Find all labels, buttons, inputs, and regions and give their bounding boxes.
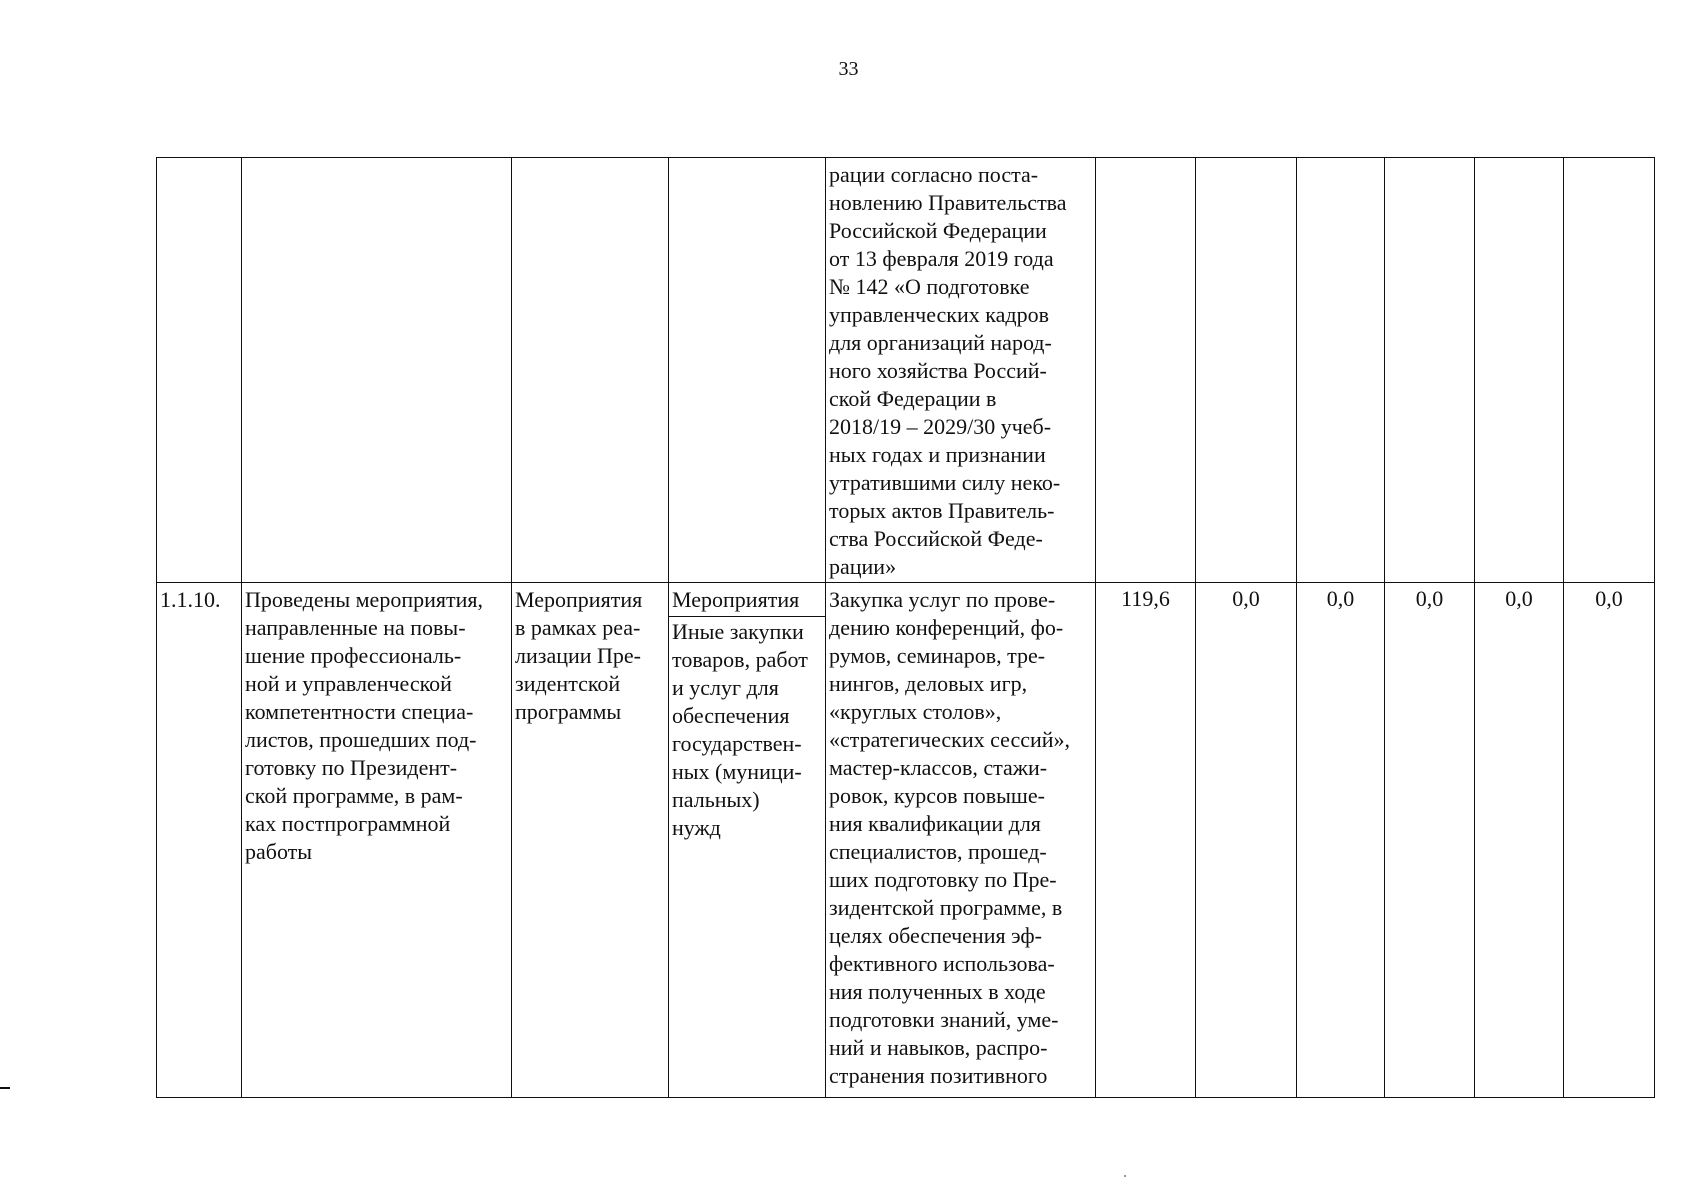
cell-description: Закупка услуг по прове- дению конференций, фо- румов, семинаров, тре- нингов, деловых игр, «круглых столов», «стратегических сессий», мастер-классов, стажи- ровок, курсов повыше- ния квалификации для специалистов, прошед- ших подготовку по Пре- зидентской программе, в целях обеспечения эф- фективного использова- ния полученных в ходе подготовки знаний, уме- ний и навыков, распро- странения позитивного: [826, 583, 1096, 1098]
expense-detail: Иные закупки товаров, работ и услуг для обеспечения государствен- ных (муници- пальных) нужд: [672, 619, 808, 840]
cell-value: 0,0: [1385, 583, 1475, 1098]
cell-result: Проведены мероприятия, направленные на повы- шение профессиональ- ной и управленческой компетентности специа- листов, прошедших под- готовку по Президент- ской программе, в рам- ках постпрограммной работы: [242, 583, 512, 1098]
cell-value: 0,0: [1564, 583, 1655, 1098]
margin-mark: [0, 1087, 10, 1089]
cell-row-number: 1.1.10.: [157, 583, 242, 1098]
cell-event-type-empty: [512, 158, 669, 583]
cell-expense: [669, 583, 826, 1098]
cell-result-empty: [242, 158, 512, 583]
expense-category: Мероприятия: [669, 583, 825, 617]
cell-value-empty: [1297, 158, 1385, 583]
cell-number-empty: [157, 158, 242, 583]
cell-value: 119,6: [1096, 583, 1196, 1098]
cell-value-empty: [1196, 158, 1297, 583]
table-row-1-1-10: [157, 583, 1655, 1098]
page-number: 33: [838, 58, 859, 80]
cell-value: 0,0: [1475, 583, 1564, 1098]
cell-value-empty: [1096, 158, 1196, 583]
cell-value: 0,0: [1297, 583, 1385, 1098]
cell-value: 0,0: [1196, 583, 1297, 1098]
cell-value-empty: [1564, 158, 1655, 583]
cell-event-type: Мероприятия в рамках реа- лизации Пре- зидентской программы: [512, 583, 669, 1098]
budget-activities-table: [156, 157, 1655, 1098]
cell-expense-empty: [669, 158, 826, 583]
table-row-continued: [157, 158, 1655, 583]
cell-description-continued: рации согласно поста- новлению Правительства Российской Федерации от 13 февраля 2019 года № 142 «О подготовке управленческих кадров для организаций народ- ного хозяйства Россий- ской Федерации в 2018/19 – 2029/30 учеб- ных годах и признании утратившими силу неко- торых актов Правитель- ства Российской Феде- рации»: [826, 158, 1096, 583]
cell-value-empty: [1385, 158, 1475, 583]
scan-dot: [1124, 1175, 1126, 1177]
cell-value-empty: [1475, 158, 1564, 583]
